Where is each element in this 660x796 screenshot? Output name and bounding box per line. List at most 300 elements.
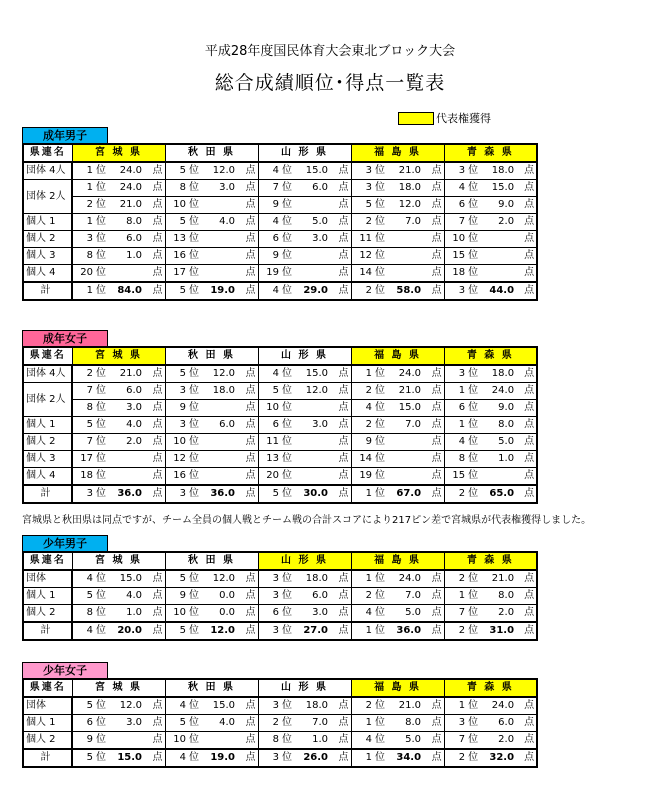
rank-cell bbox=[258, 197, 293, 214]
score-value: 2.0 bbox=[479, 605, 517, 623]
rank-unit: 位 bbox=[375, 199, 386, 210]
score-value: 9.0 bbox=[479, 400, 517, 417]
rank-unit: 位 bbox=[375, 607, 386, 618]
rank-unit: 位 bbox=[468, 182, 479, 193]
rank-unit: 位 bbox=[96, 419, 106, 430]
header-federation: 県連名 bbox=[23, 347, 72, 365]
point-unit: 点 bbox=[238, 570, 258, 588]
header-prefecture: 宮 城 県 bbox=[72, 347, 165, 365]
point-unit: 点 bbox=[424, 180, 444, 197]
score-value bbox=[200, 451, 238, 468]
score-value: 3.0 bbox=[293, 417, 331, 434]
score-value bbox=[479, 468, 517, 486]
table-row bbox=[23, 231, 537, 248]
rank-unit: 位 bbox=[282, 700, 293, 711]
score-value: 5.0 bbox=[386, 605, 424, 623]
rank-unit: 位 bbox=[96, 607, 106, 618]
rank-value: 5 bbox=[272, 385, 280, 396]
section-youth-women bbox=[22, 659, 536, 768]
point-unit: 点 bbox=[238, 468, 258, 486]
section-adult-men bbox=[22, 124, 536, 301]
rank-unit: 位 bbox=[375, 233, 386, 244]
total-row bbox=[23, 485, 537, 503]
rank-cell bbox=[444, 265, 479, 283]
rank-cell bbox=[444, 383, 479, 400]
rank-cell bbox=[444, 214, 479, 231]
point-unit: 点 bbox=[517, 622, 537, 640]
point-unit: 点 bbox=[424, 622, 444, 640]
point-unit: 点 bbox=[424, 197, 444, 214]
rank-unit: 位 bbox=[189, 470, 200, 481]
rank-cell bbox=[165, 570, 200, 588]
rank-value: 1 bbox=[458, 385, 466, 396]
score-value: 2.0 bbox=[107, 434, 145, 451]
score-value: 1.0 bbox=[107, 605, 145, 623]
rank-value: 1 bbox=[458, 590, 466, 601]
point-unit: 点 bbox=[331, 697, 351, 715]
rank-cell bbox=[72, 570, 107, 588]
point-unit: 点 bbox=[238, 732, 258, 750]
rank-cell bbox=[165, 231, 200, 248]
rank-unit: 位 bbox=[468, 233, 479, 244]
rank-value: 4 bbox=[86, 573, 93, 584]
rank-unit: 位 bbox=[189, 285, 200, 296]
point-unit: 点 bbox=[145, 451, 165, 468]
point-unit: 点 bbox=[145, 468, 165, 486]
rank-value: 8 bbox=[86, 607, 93, 618]
rank-value: 1 bbox=[86, 182, 93, 193]
score-value: 21.0 bbox=[386, 383, 424, 400]
score-value: 2.0 bbox=[479, 214, 517, 231]
score-value bbox=[386, 248, 424, 265]
rank-unit: 位 bbox=[96, 734, 106, 745]
rank-unit: 位 bbox=[375, 267, 386, 278]
rank-cell bbox=[165, 282, 200, 300]
score-value: 8.0 bbox=[479, 417, 517, 434]
rank-cell bbox=[72, 451, 107, 468]
total-score: 12.0 bbox=[200, 622, 238, 640]
rank-value: 10 bbox=[173, 734, 187, 745]
rank-cell bbox=[165, 605, 200, 623]
header-prefecture: 青 森 県 bbox=[444, 552, 537, 570]
rank-unit: 位 bbox=[468, 368, 479, 379]
event-label: 団体 2人 bbox=[23, 180, 72, 214]
rank-value: 4 bbox=[458, 182, 466, 193]
table-row bbox=[23, 434, 537, 451]
total-score: 32.0 bbox=[479, 749, 517, 767]
rank-cell bbox=[258, 214, 293, 231]
rank-cell bbox=[444, 180, 479, 197]
table-row bbox=[23, 365, 537, 383]
point-unit: 点 bbox=[331, 383, 351, 400]
rank-unit: 位 bbox=[189, 419, 200, 430]
header-row bbox=[23, 347, 537, 365]
rank-cell bbox=[351, 417, 386, 434]
rank-unit: 位 bbox=[468, 199, 479, 210]
point-unit: 点 bbox=[145, 197, 165, 214]
point-unit: 点 bbox=[517, 485, 537, 503]
results-table bbox=[22, 551, 538, 641]
rank-cell bbox=[72, 468, 107, 486]
point-unit: 点 bbox=[145, 434, 165, 451]
rank-unit: 位 bbox=[468, 573, 479, 584]
rank-cell bbox=[165, 485, 200, 503]
rank-cell bbox=[165, 451, 200, 468]
rank-unit: 位 bbox=[468, 267, 479, 278]
rank-cell bbox=[72, 214, 107, 231]
rank-cell bbox=[72, 383, 107, 400]
legend-swatch bbox=[398, 112, 434, 125]
point-unit: 点 bbox=[238, 588, 258, 605]
rank-value: 8 bbox=[86, 250, 93, 261]
header-prefecture: 福 島 県 bbox=[351, 144, 444, 162]
point-unit: 点 bbox=[331, 180, 351, 197]
header-prefecture: 宮 城 県 bbox=[72, 679, 165, 697]
rank-cell bbox=[444, 231, 479, 248]
rank-cell bbox=[258, 282, 293, 300]
event-label: 団体 4人 bbox=[23, 365, 72, 383]
rank-cell bbox=[72, 162, 107, 180]
rank-value: 3 bbox=[272, 573, 280, 584]
rank-unit: 位 bbox=[282, 752, 293, 763]
rank-unit: 位 bbox=[468, 250, 479, 261]
rank-value: 13 bbox=[173, 233, 187, 244]
score-value: 8.0 bbox=[479, 588, 517, 605]
rank-cell bbox=[351, 197, 386, 214]
point-unit: 点 bbox=[517, 231, 537, 248]
total-score: 84.0 bbox=[107, 282, 145, 300]
rank-cell bbox=[72, 282, 107, 300]
point-unit: 点 bbox=[145, 231, 165, 248]
rank-cell bbox=[444, 715, 479, 732]
header-prefecture: 福 島 県 bbox=[351, 679, 444, 697]
rank-value: 4 bbox=[179, 752, 187, 763]
rank-unit: 位 bbox=[375, 625, 386, 636]
total-row bbox=[23, 282, 537, 300]
score-value bbox=[386, 451, 424, 468]
point-unit: 点 bbox=[331, 451, 351, 468]
point-unit: 点 bbox=[145, 749, 165, 767]
rank-value: 3 bbox=[458, 368, 466, 379]
tiebreak-note: 宮城県と秋田県は同点ですが、チーム全員の個人戦とチーム戦の合計スコアにより217ピン差で宮城県が代表権獲得しました。 bbox=[22, 515, 592, 526]
point-unit: 点 bbox=[424, 468, 444, 486]
score-value bbox=[200, 732, 238, 750]
point-unit: 点 bbox=[424, 365, 444, 383]
rank-unit: 位 bbox=[189, 267, 200, 278]
event-label: 個人 2 bbox=[23, 231, 72, 248]
total-row bbox=[23, 749, 537, 767]
header-prefecture: 山 形 県 bbox=[258, 144, 351, 162]
point-unit: 点 bbox=[145, 265, 165, 283]
total-score: 36.0 bbox=[386, 622, 424, 640]
rank-value: 2 bbox=[365, 285, 373, 296]
point-unit: 点 bbox=[517, 605, 537, 623]
point-unit: 点 bbox=[517, 162, 537, 180]
results-table bbox=[22, 143, 538, 301]
rank-cell bbox=[258, 570, 293, 588]
table-row bbox=[23, 197, 537, 214]
point-unit: 点 bbox=[517, 383, 537, 400]
point-unit: 点 bbox=[238, 248, 258, 265]
total-score: 31.0 bbox=[479, 622, 517, 640]
point-unit: 点 bbox=[424, 451, 444, 468]
score-value: 18.0 bbox=[293, 697, 331, 715]
rank-unit: 位 bbox=[96, 488, 106, 499]
score-value: 7.0 bbox=[386, 214, 424, 231]
rank-value: 13 bbox=[266, 453, 280, 464]
total-score: 19.0 bbox=[200, 749, 238, 767]
rank-value: 2 bbox=[86, 368, 93, 379]
rank-unit: 位 bbox=[375, 700, 386, 711]
score-value: 6.0 bbox=[293, 180, 331, 197]
score-value: 2.0 bbox=[479, 732, 517, 750]
table-row bbox=[23, 570, 537, 588]
rank-cell bbox=[165, 622, 200, 640]
header-prefecture: 山 形 県 bbox=[258, 347, 351, 365]
rank-unit: 位 bbox=[282, 285, 293, 296]
point-unit: 点 bbox=[424, 715, 444, 732]
rank-unit: 位 bbox=[282, 250, 293, 261]
rank-value: 1 bbox=[365, 573, 373, 584]
rank-cell bbox=[258, 231, 293, 248]
rank-unit: 位 bbox=[375, 385, 386, 396]
rank-cell bbox=[351, 231, 386, 248]
point-unit: 点 bbox=[424, 265, 444, 283]
event-label: 個人 1 bbox=[23, 588, 72, 605]
rank-unit: 位 bbox=[468, 488, 479, 499]
header-row bbox=[23, 679, 537, 697]
point-unit: 点 bbox=[238, 231, 258, 248]
score-value bbox=[293, 248, 331, 265]
rank-cell bbox=[258, 400, 293, 417]
rank-value: 2 bbox=[365, 700, 373, 711]
rank-cell bbox=[351, 400, 386, 417]
score-value: 15.0 bbox=[293, 365, 331, 383]
score-value: 6.0 bbox=[479, 715, 517, 732]
score-value: 6.0 bbox=[200, 417, 238, 434]
rank-unit: 位 bbox=[96, 402, 106, 413]
point-unit: 点 bbox=[517, 697, 537, 715]
point-unit: 点 bbox=[331, 468, 351, 486]
point-unit: 点 bbox=[238, 400, 258, 417]
point-unit: 点 bbox=[517, 468, 537, 486]
point-unit: 点 bbox=[517, 248, 537, 265]
rank-unit: 位 bbox=[375, 717, 386, 728]
point-unit: 点 bbox=[145, 180, 165, 197]
rank-cell bbox=[351, 622, 386, 640]
rank-value: 17 bbox=[80, 453, 93, 464]
point-unit: 点 bbox=[424, 749, 444, 767]
rank-value: 10 bbox=[173, 436, 187, 447]
rank-value: 4 bbox=[86, 625, 93, 636]
point-unit: 点 bbox=[517, 588, 537, 605]
rank-unit: 位 bbox=[96, 165, 106, 176]
point-unit: 点 bbox=[238, 197, 258, 214]
score-value: 15.0 bbox=[479, 180, 517, 197]
rank-cell bbox=[444, 197, 479, 214]
rank-cell bbox=[258, 485, 293, 503]
rank-cell bbox=[258, 383, 293, 400]
rank-unit: 位 bbox=[189, 717, 200, 728]
score-value bbox=[293, 434, 331, 451]
rank-unit: 位 bbox=[375, 368, 386, 379]
rank-cell bbox=[72, 365, 107, 383]
rank-unit: 位 bbox=[96, 216, 106, 227]
rank-value: 3 bbox=[458, 165, 466, 176]
score-value bbox=[479, 248, 517, 265]
rank-cell bbox=[72, 400, 107, 417]
rank-cell bbox=[351, 180, 386, 197]
rank-unit: 位 bbox=[282, 470, 293, 481]
score-value: 5.0 bbox=[386, 732, 424, 750]
score-value: 24.0 bbox=[479, 383, 517, 400]
rank-unit: 位 bbox=[189, 216, 200, 227]
point-unit: 点 bbox=[517, 749, 537, 767]
point-unit: 点 bbox=[145, 485, 165, 503]
rank-value: 10 bbox=[452, 233, 466, 244]
score-value: 4.0 bbox=[107, 588, 145, 605]
point-unit: 点 bbox=[238, 715, 258, 732]
rank-cell bbox=[165, 400, 200, 417]
rank-unit: 位 bbox=[189, 402, 200, 413]
score-value: 12.0 bbox=[200, 162, 238, 180]
rank-value: 5 bbox=[179, 625, 187, 636]
rank-cell bbox=[165, 265, 200, 283]
rank-unit: 位 bbox=[189, 233, 200, 244]
rank-unit: 位 bbox=[375, 573, 386, 584]
rank-value: 8 bbox=[272, 734, 280, 745]
score-value bbox=[200, 468, 238, 486]
score-value: 6.0 bbox=[107, 383, 145, 400]
rank-cell bbox=[165, 214, 200, 231]
event-label: 団体 bbox=[23, 697, 72, 715]
point-unit: 点 bbox=[331, 214, 351, 231]
event-label: 個人 2 bbox=[23, 434, 72, 451]
rank-unit: 位 bbox=[96, 267, 106, 278]
point-unit: 点 bbox=[331, 231, 351, 248]
rank-unit: 位 bbox=[96, 717, 106, 728]
score-value: 12.0 bbox=[386, 197, 424, 214]
rank-unit: 位 bbox=[282, 165, 293, 176]
rank-value: 10 bbox=[173, 199, 187, 210]
rank-value: 12 bbox=[173, 453, 187, 464]
rank-value: 7 bbox=[458, 734, 466, 745]
total-score: 34.0 bbox=[386, 749, 424, 767]
point-unit: 点 bbox=[424, 732, 444, 750]
rank-cell bbox=[444, 248, 479, 265]
rank-value: 10 bbox=[266, 402, 280, 413]
total-score: 65.0 bbox=[479, 485, 517, 503]
rank-unit: 位 bbox=[282, 590, 293, 601]
header-prefecture: 福 島 県 bbox=[351, 552, 444, 570]
rank-cell bbox=[351, 451, 386, 468]
score-value: 3.0 bbox=[293, 605, 331, 623]
score-value bbox=[293, 451, 331, 468]
score-value bbox=[200, 265, 238, 283]
score-value: 12.0 bbox=[293, 383, 331, 400]
rank-value: 12 bbox=[359, 250, 373, 261]
rank-cell bbox=[351, 570, 386, 588]
point-unit: 点 bbox=[238, 214, 258, 231]
rank-value: 5 bbox=[179, 165, 187, 176]
rank-value: 3 bbox=[86, 233, 93, 244]
rank-value: 6 bbox=[272, 233, 280, 244]
rank-value: 5 bbox=[365, 199, 373, 210]
score-value bbox=[107, 468, 145, 486]
rank-cell bbox=[351, 588, 386, 605]
score-value: 7.0 bbox=[386, 417, 424, 434]
point-unit: 点 bbox=[145, 697, 165, 715]
table-row bbox=[23, 715, 537, 732]
point-unit: 点 bbox=[331, 622, 351, 640]
rank-cell bbox=[351, 605, 386, 623]
point-unit: 点 bbox=[424, 570, 444, 588]
rank-unit: 位 bbox=[282, 402, 293, 413]
rank-cell bbox=[165, 383, 200, 400]
score-value bbox=[200, 400, 238, 417]
rank-value: 5 bbox=[86, 590, 93, 601]
rank-value: 4 bbox=[272, 216, 280, 227]
rank-cell bbox=[444, 468, 479, 486]
rank-unit: 位 bbox=[189, 590, 200, 601]
total-score: 36.0 bbox=[107, 485, 145, 503]
point-unit: 点 bbox=[331, 400, 351, 417]
rank-unit: 位 bbox=[375, 436, 386, 447]
score-value: 24.0 bbox=[386, 570, 424, 588]
point-unit: 点 bbox=[517, 214, 537, 231]
rank-cell bbox=[351, 265, 386, 283]
rank-unit: 位 bbox=[468, 436, 479, 447]
point-unit: 点 bbox=[145, 162, 165, 180]
point-unit: 点 bbox=[145, 383, 165, 400]
rank-cell bbox=[258, 697, 293, 715]
header-prefecture: 秋 田 県 bbox=[165, 679, 258, 697]
rank-cell bbox=[351, 715, 386, 732]
point-unit: 点 bbox=[424, 282, 444, 300]
total-score: 44.0 bbox=[479, 282, 517, 300]
rank-value: 1 bbox=[458, 419, 466, 430]
rank-unit: 位 bbox=[282, 216, 293, 227]
rank-cell bbox=[258, 162, 293, 180]
rank-cell bbox=[444, 400, 479, 417]
rank-cell bbox=[351, 749, 386, 767]
point-unit: 点 bbox=[145, 400, 165, 417]
point-unit: 点 bbox=[238, 485, 258, 503]
rank-unit: 位 bbox=[282, 453, 293, 464]
point-unit: 点 bbox=[145, 605, 165, 623]
rank-cell bbox=[165, 417, 200, 434]
rank-value: 7 bbox=[458, 607, 466, 618]
rank-cell bbox=[258, 365, 293, 383]
rank-cell bbox=[165, 749, 200, 767]
score-value: 21.0 bbox=[386, 697, 424, 715]
point-unit: 点 bbox=[424, 162, 444, 180]
rank-value: 7 bbox=[272, 182, 280, 193]
rank-value: 3 bbox=[458, 717, 466, 728]
score-value bbox=[293, 197, 331, 214]
point-unit: 点 bbox=[145, 282, 165, 300]
rank-cell bbox=[351, 383, 386, 400]
legend-label: 代表権獲得 bbox=[436, 112, 491, 125]
rank-value: 2 bbox=[365, 216, 373, 227]
rank-value: 3 bbox=[272, 625, 280, 636]
rank-cell bbox=[351, 365, 386, 383]
rank-value: 2 bbox=[365, 419, 373, 430]
rank-cell bbox=[258, 434, 293, 451]
rank-cell bbox=[444, 588, 479, 605]
rank-unit: 位 bbox=[189, 607, 200, 618]
score-value: 18.0 bbox=[293, 570, 331, 588]
